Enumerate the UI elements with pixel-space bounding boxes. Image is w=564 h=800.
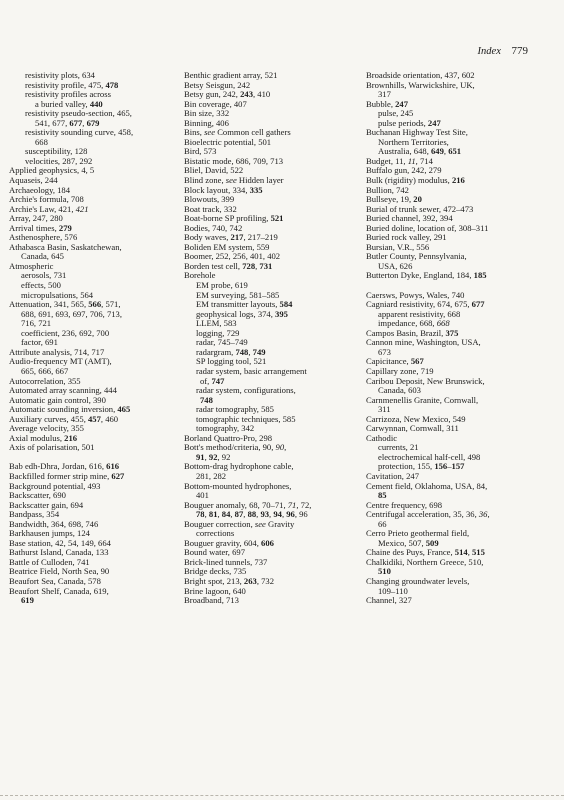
- index-entry: currents, 21: [378, 442, 419, 453]
- index-entry: 541, 677, 677, 679: [35, 117, 100, 128]
- index-entry: Brownhills, Warwickshire, UK,: [366, 79, 475, 90]
- index-entry: radargram, 748, 749: [196, 346, 266, 357]
- index-entry: 688, 691, 693, 697, 706, 713,: [21, 308, 122, 319]
- index-entry: Burial of trunk sewer, 472–473: [366, 203, 474, 214]
- index-entry: Cannon mine, Washington, USA,: [366, 337, 481, 348]
- index-entry: Bandpass, 354: [9, 509, 60, 520]
- index-entry: corrections: [196, 528, 235, 539]
- index-entry: Attenuation, 341, 565, 566, 571,: [9, 299, 121, 310]
- index-entry: Buried doline, location of, 308–311: [366, 222, 489, 233]
- index-entry: Blind zone, see Hidden layer: [184, 175, 284, 186]
- index-entry: Butler County, Pennsylvania,: [366, 251, 467, 262]
- index-entry: 109–110: [378, 585, 408, 596]
- index-entry: Axial modulus, 216: [9, 432, 78, 443]
- index-entry: Capicitance, 567: [366, 356, 424, 367]
- index-entry: Backfilled former strip mine, 627: [9, 470, 125, 481]
- index-entry: effects, 500: [21, 280, 61, 291]
- index-entry: Bouguer anomaly, 68, 70–71, 71, 72,: [184, 499, 312, 510]
- index-entry: Archie's formula, 708: [9, 194, 84, 205]
- index-entry: 716, 721: [21, 318, 52, 329]
- index-column-3: [366, 71, 544, 606]
- index-entry: Bird, 573: [184, 146, 217, 157]
- index-entry: Asthenosphere, 576: [9, 232, 78, 243]
- index-entry: apparent resistivity, 668: [378, 308, 461, 319]
- index-entry: impedance, 668, 668: [378, 318, 450, 329]
- index-entry: tomography, 342: [196, 423, 255, 434]
- running-header: [478, 45, 528, 57]
- index-entry: radar system, basic arrangement: [196, 365, 307, 376]
- index-entry: Buffalo gun, 242, 279: [366, 165, 442, 176]
- index-entry: velocities, 287, 292: [25, 155, 93, 166]
- index-entry: Autocorrelation, 355: [9, 375, 81, 386]
- index-entry: EM surveying, 581–585: [196, 289, 280, 300]
- index-entry: Betsy Seisgun, 242: [184, 79, 251, 90]
- index-entry: Attribute analysis, 714, 717: [9, 346, 105, 357]
- index-entry: micropulsations, 564: [21, 289, 94, 300]
- index-entry: Bins, see Common cell gathers: [184, 127, 291, 138]
- index-entry: Bathurst Island, Canada, 133: [9, 547, 109, 558]
- index-entry: 66: [378, 518, 387, 529]
- index-entry: pulse periods, 247: [378, 117, 441, 128]
- index-entry: Backscatter gain, 694: [9, 499, 84, 510]
- index-entry: 673: [378, 346, 391, 357]
- index-entry: tomographic techniques, 585: [196, 413, 296, 424]
- index-entry: Bound water, 697: [184, 547, 245, 558]
- index-entry: Bouguer gravity, 604, 606: [184, 537, 274, 548]
- index-entry: Automatic gain control, 390: [9, 394, 106, 405]
- index-entry: Channel, 327: [366, 595, 412, 606]
- index-entry: Cavitation, 247: [366, 470, 419, 481]
- index-entry: Body waves, 217, 217–219: [184, 232, 278, 243]
- index-entry: Bistatic mode, 686, 709, 713: [184, 155, 284, 166]
- index-entry: Bouguer correction, see Gravity: [184, 518, 295, 529]
- index-entry: a buried valley, 440: [35, 98, 103, 109]
- index-entry: Chalkidiki, Northern Greece, 510,: [366, 556, 484, 567]
- index-entry: protection, 155, 156–157: [378, 461, 465, 472]
- index-entry: Budget, 11, 11, 714: [366, 155, 433, 166]
- index-entry: Benthic gradient array, 521: [184, 70, 278, 80]
- index-entry: Bin size, 332: [184, 108, 230, 119]
- index-entry: Audio-frequency MT (AMT),: [9, 356, 112, 367]
- index-entry: Base station, 42, 54, 149, 664: [9, 537, 111, 548]
- index-entry: Automated array scanning, 444: [9, 385, 117, 396]
- index-entry: Cerro Prieto geothermal field,: [366, 528, 470, 539]
- index-entry: aerosols, 731: [21, 270, 67, 281]
- index-entry: Brine lagoon, 640: [184, 585, 246, 596]
- index-entry: Applied geophysics, 4, 5: [9, 165, 95, 176]
- index-entry: Northern Territories,: [378, 136, 449, 147]
- index-entry: resistivity profiles across: [25, 89, 111, 100]
- index-entry: geophysical logs, 374, 395: [196, 308, 288, 319]
- index-entry: 311: [378, 404, 391, 415]
- index-entry: Bursian, V.R., 556: [366, 241, 430, 252]
- index-entry: Bulk (rigidity) modulus, 216: [366, 175, 465, 186]
- index-entry: Boliden EM system, 559: [184, 241, 270, 252]
- index-entry: Automatic sounding inversion, 465: [9, 404, 131, 415]
- page-number: 779: [511, 45, 528, 57]
- index-entry: Archie's Law, 421, 421: [9, 203, 89, 214]
- index-entry: Capillary zone, 719: [366, 365, 434, 376]
- index-entry: 91, 92, 92: [196, 451, 231, 462]
- index-entry: 748: [200, 394, 213, 405]
- index-entry: Borehole: [184, 270, 216, 281]
- index-entry: Caersws, Powys, Wales, 740: [366, 289, 465, 300]
- index-entry: Battle of Culloden, 741: [9, 556, 90, 567]
- index-entry: Bridge decks, 735: [184, 566, 247, 577]
- index-entry: 401: [196, 490, 209, 501]
- index-entry: 619: [21, 595, 34, 606]
- index-entry: Broadband, 713: [184, 595, 239, 606]
- index-entry: Bottom-mounted hydrophones,: [184, 480, 292, 491]
- index-entry: 668: [35, 136, 48, 147]
- index-entry: Buried channel, 392, 394: [366, 213, 453, 224]
- index-entry: Carnmenellis Granite, Cornwall,: [366, 394, 479, 405]
- index-entry: Caribou Deposit, New Brunswick,: [366, 375, 485, 386]
- section-title: Index: [477, 46, 501, 57]
- index-entry: electrochemical half-cell, 498: [378, 451, 481, 462]
- index-entry: Bandwidth, 364, 698, 746: [9, 518, 99, 529]
- index-entry: Borden test cell, 728, 731: [184, 260, 273, 271]
- index-entry: USA, 626: [378, 260, 413, 271]
- index-entry: Bullseye, 19, 20: [366, 194, 422, 205]
- index-entry: 317: [378, 89, 391, 100]
- index-entry: Bodies, 740, 742: [184, 222, 243, 233]
- index-entry: Bubble, 247: [366, 98, 409, 109]
- index-entry: 665, 666, 667: [21, 365, 69, 376]
- index-entry: Average velocity, 355: [9, 423, 84, 434]
- index-entry: Boat-borne SP profiling, 521: [184, 213, 284, 224]
- index-entry: Brick-lined tunnels, 737: [184, 556, 268, 567]
- index-entry: EM probe, 619: [196, 280, 248, 291]
- index-entry: Auxiliary curves, 455, 457, 460: [9, 413, 119, 424]
- index-entry: resistivity plots, 634: [25, 70, 95, 80]
- index-entry: Bliel, David, 522: [184, 165, 244, 176]
- index-entry: Cement field, Oklahoma, USA, 84,: [366, 480, 488, 491]
- index-entry: Centrifugal acceleration, 35, 36, 36,: [366, 509, 490, 520]
- index-entry: Atmospheric: [9, 260, 54, 271]
- index-entry: radar tomography, 585: [196, 404, 274, 415]
- index-entry: Carwynnan, Cornwall, 311: [366, 423, 459, 434]
- index-entry: Background potential, 493: [9, 480, 101, 491]
- index-entry: radar system, configurations,: [196, 385, 296, 396]
- index-entry: Bott's method/criteria, 90, 90,: [184, 442, 287, 453]
- index-entry: resistivity sounding curve, 458,: [25, 127, 134, 138]
- index-entry: Boat track, 332: [184, 203, 237, 214]
- page-bottom-edge: [0, 795, 564, 796]
- index-entry: Bottom-drag hydrophone cable,: [184, 461, 294, 472]
- index-entry: Arrival times, 279: [9, 222, 72, 233]
- index-entry: Binning, 406: [184, 117, 229, 128]
- index-entry: Bin coverage, 407: [184, 98, 247, 109]
- index-entry: Boomer, 252, 256, 401, 402: [184, 251, 281, 262]
- index-entry: Barkhausen jumps, 124: [9, 528, 90, 539]
- index-entry: Cagniard resistivity, 674, 675, 677: [366, 299, 485, 310]
- index-entry: coefficient, 236, 692, 700: [21, 327, 110, 338]
- index-entry: Bright spot, 213, 263, 732: [184, 575, 274, 586]
- index-entry: Beaufort Shelf, Canada, 619,: [9, 585, 109, 596]
- index-entry: Array, 247, 280: [9, 213, 63, 224]
- index-entry: 510: [378, 566, 391, 577]
- index-entry: Block layout, 334, 335: [184, 184, 263, 195]
- index-entry: Broadside orientation, 437, 602: [366, 70, 475, 80]
- index-entry: Aquaseis, 244: [9, 175, 58, 186]
- index-entry: Bab edh-Dhra, Jordan, 616, 616: [9, 461, 120, 472]
- index-entry: Cathodic: [366, 432, 398, 443]
- index-entry: Axis of polarisation, 501: [9, 442, 95, 453]
- index-entry: Buchanan Highway Test Site,: [366, 127, 468, 138]
- index-entry: Centre frequency, 698: [366, 499, 443, 510]
- index-entry: Archaeology, 184: [9, 184, 71, 195]
- index-entry: of, 747: [200, 375, 225, 386]
- index-entry: logging, 729: [196, 327, 240, 338]
- index-entry: Australia, 648, 649, 651: [378, 146, 462, 157]
- index-entry: Borland Quattro-Pro, 298: [184, 432, 273, 443]
- index-entry: Canada, 603: [378, 385, 421, 396]
- index-entry: susceptibility, 128: [25, 146, 88, 157]
- index-entry: 281, 282: [196, 470, 227, 481]
- index-entry: Blowouts, 399: [184, 194, 235, 205]
- index-entry: pulse, 245: [378, 108, 414, 119]
- index-column-2: [184, 71, 354, 606]
- index-entry: Beatrice Field, North Sea, 90: [9, 566, 110, 577]
- index-entry: Canada, 645: [21, 251, 64, 262]
- index-entry: SP logging tool, 521: [196, 356, 267, 367]
- index-entry: Carrizoza, New Mexico, 549: [366, 413, 466, 424]
- index-entry: Campos Basin, Brazil, 375: [366, 327, 459, 338]
- index-entry: resistivity pseudo-section, 465,: [25, 108, 132, 119]
- index-entry: EM transmitter layouts, 584: [196, 299, 293, 310]
- index-entry: Backscatter, 690: [9, 490, 66, 501]
- index-entry: Beaufort Sea, Canada, 578: [9, 575, 101, 586]
- index-entry: radar, 745–749: [196, 337, 248, 348]
- index-entry: 85: [378, 490, 387, 501]
- index-entry: Chaine des Puys, France, 514, 515: [366, 547, 485, 558]
- index-entry: Butterton Dyke, England, 184, 185: [366, 270, 487, 281]
- index-column-1: [9, 71, 179, 606]
- index-entry: Mexico, 507, 509: [378, 537, 439, 548]
- index-entry: Betsy gun, 242, 243, 410: [184, 89, 271, 100]
- index-entry: LLEM, 583: [196, 318, 237, 329]
- index-entry: Buried rock valley, 291: [366, 232, 447, 243]
- index-entry: 78, 81, 84, 87, 88, 93, 94, 96, 96: [196, 509, 308, 520]
- index-entry: factor, 691: [21, 337, 58, 348]
- index-entry: resistivity profile, 475, 478: [25, 79, 119, 90]
- index-entry: Bioelectric potential, 501: [184, 136, 272, 147]
- index-entry: Bullion, 742: [366, 184, 409, 195]
- index-entry: Athabasca Basin, Saskatchewan,: [9, 241, 122, 252]
- index-entry: Changing groundwater levels,: [366, 575, 470, 586]
